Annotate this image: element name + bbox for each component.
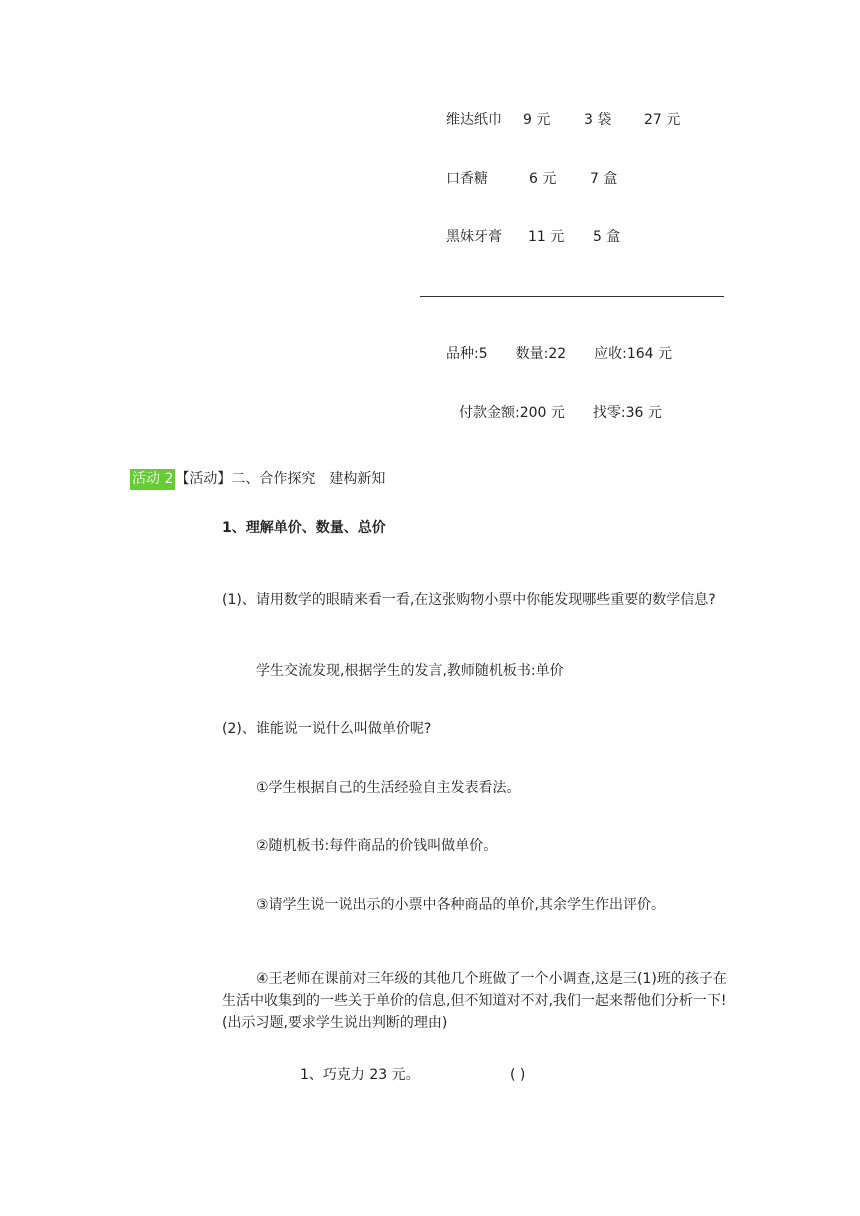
exercise-1-blank: ( ) [510, 1067, 526, 1083]
activity-heading [130, 470, 385, 488]
step-4: ④王老师在课前对三年级的其他几个班做了一个小调查,这是三(1)班的孩子在生活中收集到的一些关于单价的信息,但不知道对不对,我们一起来帮他们分析一下!(出示习题,要求学生说出判断的理由) [222, 971, 727, 1031]
question-1: (1)、请用数学的眼睛来看一看,在这张购物小票中你能发现哪些重要的数学信息? [222, 592, 716, 608]
step-2: ②随机板书:每件商品的价钱叫做单价。 [256, 838, 498, 854]
item-qty: 3 袋 [584, 112, 612, 128]
receipt-divider [420, 296, 724, 297]
item-name: 黑妹牙膏 [446, 229, 502, 245]
receipt-summary-2: 付款金额:200 元 找零:36 元 [459, 405, 662, 421]
item-price: 11 元 [528, 229, 565, 245]
item-total: 27 元 [644, 112, 681, 128]
activity-title: 【活动】二、合作探究 建构新知 [175, 471, 386, 487]
question-2: (2)、谁能说一说什么叫做单价呢? [222, 721, 432, 737]
step-1: ①学生根据自己的生活经验自主发表看法。 [256, 780, 521, 796]
receipt-summary-1: 品种:5 数量:22 应收:164 元 [446, 346, 673, 362]
item-price: 6 元 [529, 171, 557, 187]
item-qty: 5 盒 [593, 229, 621, 245]
item-name: 维达纸巾 [446, 112, 502, 128]
question-1-answer: 学生交流发现,根据学生的发言,教师随机板书:单价 [256, 663, 564, 679]
item-price: 9 元 [523, 112, 551, 128]
item-qty: 7 盒 [590, 171, 618, 187]
activity-tag: 活动 2 [130, 469, 175, 490]
section-heading: 1、理解单价、数量、总价 [222, 520, 386, 536]
item-name: 口香糖 [446, 171, 488, 187]
exercise-1: 1、巧克力 23 元。 [300, 1067, 420, 1083]
step-3: ③请学生说一说出示的小票中各种商品的单价,其余学生作出评价。 [256, 897, 665, 913]
